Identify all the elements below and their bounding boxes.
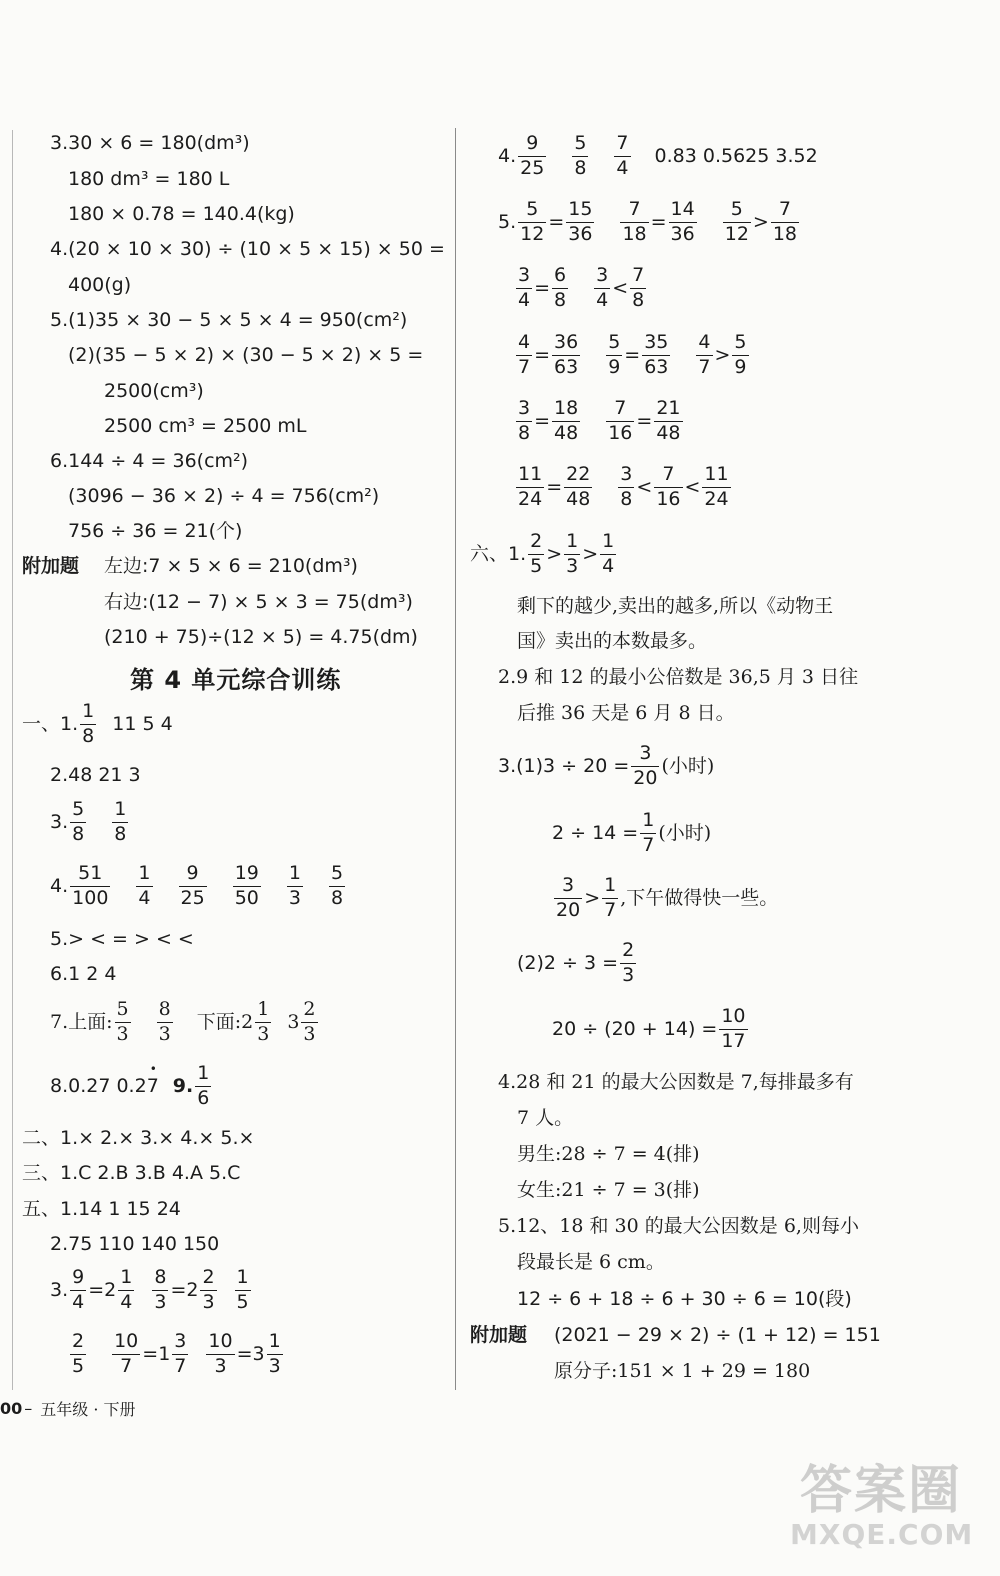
answer-line	[22, 702, 173, 747]
fraction: 14 36	[670, 198, 695, 246]
answer-text: 4.28 和 21 的最大公因数是 7,每排最多有	[498, 1071, 854, 1093]
answer-line: 20 ÷ (20 + 14) = 10 17	[552, 1005, 746, 1053]
answer-line: 3 8 = 18 48 7 16 = 21 48	[518, 397, 681, 445]
answer-line: 六、1. 2 5 > 1 3 > 1 4	[470, 530, 615, 578]
answer-text: 女生:21 ÷ 7 = 3(排)	[517, 1179, 700, 1201]
fraction: 3 4	[518, 264, 531, 312]
answer-text: 后推 36 天是 6 月 8 日。	[517, 702, 735, 724]
fraction: 2 3	[303, 998, 316, 1046]
answer-line: 3. 5 8 1 8	[50, 798, 127, 846]
fraction: 1 7	[642, 809, 655, 857]
left-column	[0, 0, 455, 1390]
fraction: 19 50	[234, 862, 259, 910]
answer-text: 5.12、18 和 30 的最大公因数是 6,则每小	[498, 1215, 859, 1237]
fraction: 1 8	[82, 700, 95, 748]
answer-line: 11 24 = 22 48 3 8 < 7 16 < 11 24	[518, 463, 729, 511]
page-number: 00	[0, 1399, 23, 1418]
answer-line: 4. 9 25 5 8 7 4 0.83 0.5625 3.52	[498, 132, 818, 180]
fraction: 7 4	[616, 132, 629, 180]
fraction: 2 3	[202, 1266, 215, 1314]
fraction: 1 8	[114, 798, 127, 846]
fraction: 15 36	[568, 198, 593, 246]
fraction: 4 7	[518, 331, 531, 379]
watermark	[790, 1448, 980, 1558]
fraction: 51 100	[72, 862, 109, 910]
answer-line: 2 ÷ 14 = 1 7 (小时)	[552, 809, 712, 857]
answer-line: 12 ÷ 6 + 18 ÷ 6 + 30 ÷ 6 = 10(段)	[517, 1288, 852, 1310]
watermark-url: MXQE.COM	[790, 1518, 974, 1551]
answer-line: 180 dm³ = 180 L	[68, 168, 230, 190]
answer-text: 7 人。	[517, 1107, 574, 1129]
answer-line: 3.(1)3 ÷ 20 = 3 20 (小时)	[498, 742, 715, 790]
answer-line: 756 ÷ 36 = 21(个)	[68, 520, 243, 542]
fraction: 7 8	[632, 264, 645, 312]
fraction: 3 7	[174, 1330, 187, 1378]
answer-line: 3. 9 4 =2 1 4 8 3 =2 2 3 1 5	[50, 1266, 249, 1314]
answer-line: 右边:(12 − 7) × 5 × 3 = 75(dm³)	[104, 591, 413, 613]
fraction: 3 20	[633, 742, 658, 790]
fraction: 5 8	[330, 862, 344, 910]
answer-line: 5.> < = > < <	[50, 928, 194, 950]
fraction: 5 8	[72, 798, 85, 846]
fraction: 21 48	[656, 397, 681, 445]
answer-line: 2500(cm³)	[104, 380, 204, 402]
answer-line: 180 × 0.78 = 140.4(kg)	[68, 203, 295, 225]
fraction: 8 3	[154, 1266, 167, 1314]
right-column	[462, 0, 1000, 1390]
fraction: 5 9	[734, 331, 747, 379]
answer-line: 2 5 10 7 =1 3 7 10 3 =3 1 3	[72, 1330, 281, 1378]
fraction: 9 4	[72, 1266, 85, 1314]
answer-text: 剩下的越少,卖出的越多,所以《动物王	[517, 595, 834, 617]
fraction: 36 63	[554, 331, 579, 379]
repeating-digit: 7 •	[147, 1077, 159, 1096]
answer-line: 左边:7 × 5 × 6 = 210(dm³)	[104, 555, 358, 577]
answer-line: 三、1.C 2.B 3.B 4.A 5.C	[22, 1162, 241, 1184]
fraction: 1 3	[268, 1330, 281, 1378]
fraction: 10 3	[208, 1330, 233, 1378]
fraction: 11 24	[704, 463, 729, 511]
answer-line: 3 20 > 1 7 ,下午做得快一些。	[556, 874, 779, 922]
fraction: 1 6	[197, 1062, 210, 1110]
fraction: 9 25	[180, 862, 205, 910]
answer-line: (2021 − 29 × 2) ÷ (1 + 12) = 151	[554, 1324, 881, 1346]
answer-line: 6.1 2 4	[50, 963, 117, 985]
answer-line: 2500 cm³ = 2500 mL	[104, 415, 307, 437]
section-heading: 第 4 单元综合训练	[130, 666, 342, 694]
fraction: 1 4	[120, 1266, 133, 1314]
page-footer	[0, 1397, 136, 1420]
fraction: 5 8	[574, 132, 587, 180]
bonus-label: 附加题	[470, 1324, 528, 1346]
answer-line: 4. 51 100 1 4 9 25 19 50 1 3 5 8	[50, 862, 344, 910]
answer-values: 11 5 4	[112, 713, 173, 736]
fraction: 5 12	[520, 198, 545, 246]
fraction: 2 5	[72, 1330, 85, 1378]
fraction: 7 16	[608, 397, 633, 445]
item-number: 一、1.	[22, 713, 79, 736]
fraction: 1 4	[602, 530, 615, 578]
answer-line: 5. 5 12 = 15 36 7 18 = 14 36 5 12 > 7 18	[498, 198, 798, 246]
answer-line: 8.0.27 0.2 7 • 9. 1 6	[50, 1064, 213, 1109]
fraction: 7 16	[656, 463, 681, 511]
answer-line: 五、1.14 1 15 24	[22, 1198, 181, 1220]
fraction: 1 3	[257, 998, 270, 1046]
answer-line: (3096 − 36 × 2) ÷ 4 = 756(cm²)	[68, 485, 380, 507]
answer-line: 2.75 110 140 150	[50, 1233, 220, 1255]
fraction: 1 4	[138, 862, 151, 910]
answer-text: 国》卖出的本数最多。	[517, 630, 708, 652]
fraction: 1 5	[236, 1266, 249, 1314]
column-divider	[455, 128, 456, 1390]
answer-line: (2)2 ÷ 3 = 2 3	[517, 939, 635, 987]
fraction: 22 48	[566, 463, 591, 511]
watermark-title: 答案圈	[800, 1460, 963, 1521]
fraction: 7 18	[622, 198, 647, 246]
fraction: 3 20	[556, 874, 581, 922]
grade-label: 五年级 · 下册	[40, 1400, 136, 1419]
answer-line: 400(g)	[68, 274, 132, 296]
fraction: 1 3	[566, 530, 579, 578]
fraction: 1 7	[604, 874, 617, 922]
answer-line: 原分子:151 × 1 + 29 = 180	[554, 1360, 811, 1382]
fraction: 18 48	[554, 397, 579, 445]
answer-line: 5.(1)35 × 30 − 5 × 5 × 4 = 950(cm²)	[50, 309, 408, 331]
fraction: 5 12	[724, 198, 749, 246]
answer-line: 6.144 ÷ 4 = 36(cm²)	[50, 450, 249, 472]
fraction: 11 24	[518, 463, 543, 511]
fraction: 3 8	[518, 397, 531, 445]
answer-line: 4 7 = 36 63 5 9 = 35 63 4 7 > 5 9	[518, 331, 747, 379]
answer-line: (210 + 75)÷(12 × 5) = 4.75(dm)	[104, 626, 418, 648]
answer-line: 7.上面: 5 3 8 3 下面:2 1 3 3 2 3	[50, 998, 316, 1046]
fraction: 9 25	[520, 132, 545, 180]
fraction: 2 5	[530, 530, 543, 578]
bonus-label: 附加题	[22, 555, 80, 577]
answer-line: 4.(20 × 10 × 30) ÷ (10 × 5 × 15) × 50 =	[50, 238, 445, 260]
fraction: 4 7	[698, 331, 711, 379]
fraction: 35 63	[644, 331, 669, 379]
fraction: 10 17	[721, 1005, 746, 1053]
fraction: 8 3	[158, 998, 171, 1046]
answer-text: 段最长是 6 cm。	[517, 1251, 665, 1273]
fraction: 1 3	[288, 862, 301, 910]
answer-line: 二、1.× 2.× 3.× 4.× 5.×	[22, 1127, 255, 1149]
fraction: 7 18	[772, 198, 798, 246]
footer-dash: –	[24, 1399, 33, 1418]
answer-text: 2.9 和 12 的最小公倍数是 36,5 月 3 日往	[498, 666, 859, 688]
fraction: 6 8	[554, 264, 567, 312]
answer-line: 3.30 × 6 = 180(dm³)	[50, 132, 250, 154]
answer-line: (2)(35 − 5 × 2) × (30 − 5 × 2) × 5 =	[68, 344, 424, 366]
fraction: 3 8	[620, 463, 633, 511]
fraction: 10 7	[114, 1330, 139, 1378]
answer-line: 2.48 21 3	[50, 764, 141, 786]
fraction: 5 9	[608, 331, 621, 379]
fraction: 3 4	[596, 264, 609, 312]
fraction: 5 3	[116, 998, 129, 1046]
fraction: 2 3	[622, 939, 635, 987]
answer-line: 3 4 = 6 8 3 4 < 7 8	[518, 264, 645, 312]
answer-text: 男生:28 ÷ 7 = 4(排)	[517, 1143, 700, 1165]
